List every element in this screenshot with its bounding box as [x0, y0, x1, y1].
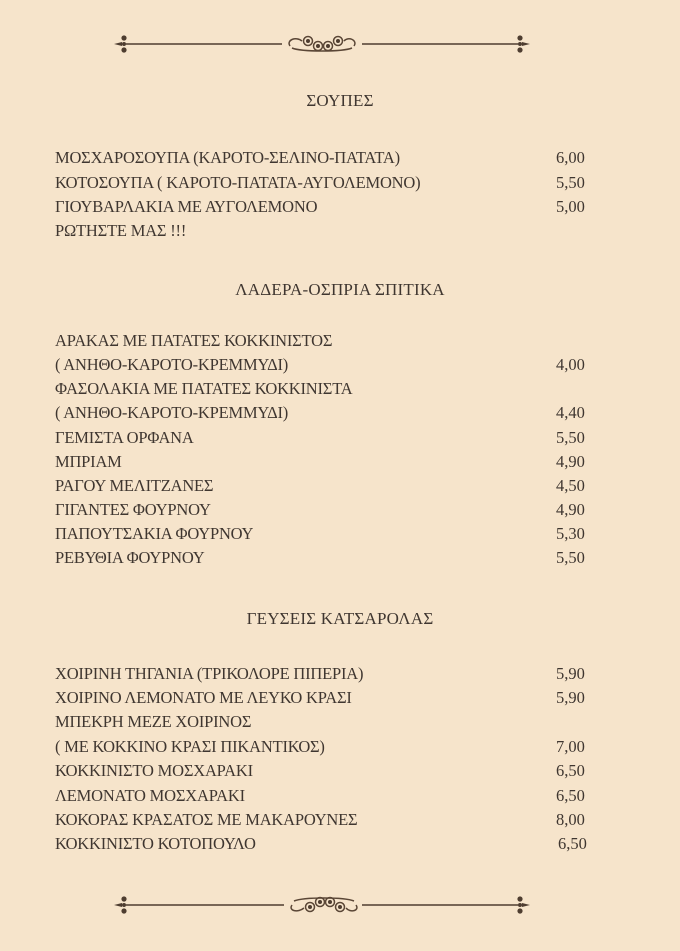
section-title-soups: ΣΟΥΠΕΣ — [306, 91, 374, 110]
menu-item: ΠΑΠΟΥΤΣΑΚΙΑ ΦΟΥΡΝΟΥ — [55, 524, 254, 543]
menu-item-price: 4,40 — [556, 403, 585, 422]
menu-item-price: 4,50 — [556, 476, 585, 495]
ornament-flourish-icon — [112, 893, 532, 917]
menu-item: ΡΑΓΟΥ ΜΕΛΙΤΖΑΝΕΣ — [55, 476, 214, 495]
menu-item-price: 5,50 — [556, 173, 585, 192]
menu-item-price: 5,30 — [556, 524, 585, 543]
menu-item-price: 5,50 — [556, 548, 585, 567]
menu-item-price: 6,00 — [556, 148, 585, 167]
menu-item-detail: ( ΑΝΗΘΟ-ΚΑΡΟΤΟ-ΚΡΕΜΜΥΔΙ) — [55, 355, 289, 374]
menu-item-note: ΡΩΤΗΣΤΕ ΜΑΣ !!! — [55, 221, 187, 240]
menu-item: ΛΕΜΟΝΑΤΟ ΜΟΣΧΑΡΑΚΙ — [55, 786, 245, 805]
menu-item: ΜΠΡΙΑΜ — [55, 452, 122, 471]
menu-item: ΚΟΚΚΙΝΙΣΤΟ ΜΟΣΧΑΡΑΚΙ — [55, 761, 253, 780]
menu-item-price: 5,00 — [556, 197, 585, 216]
menu-item-price: 8,00 — [556, 810, 585, 829]
section-title-ladera: ΛΑΔΕΡΑ-ΟΣΠΡΙΑ ΣΠΙΤΙΚΑ — [235, 280, 445, 299]
menu-item-price: 5,50 — [556, 428, 585, 447]
menu-item: ΓΕΜΙΣΤΑ ΟΡΦΑΝΑ — [55, 428, 194, 447]
menu-item: ΡΕΒΥΘΙΑ ΦΟΥΡΝΟΥ — [55, 548, 205, 567]
menu-item-price: 6,50 — [556, 761, 585, 780]
menu-item-detail: ( ΑΝΗΘΟ-ΚΑΡΟΤΟ-ΚΡΕΜΜΥΔΙ) — [55, 403, 289, 422]
menu-item: ΚΟΤΟΣΟΥΠΑ ( ΚΑΡΟΤΟ-ΠΑΤΑΤΑ-ΑΥΓΟΛΕΜΟΝΟ) — [55, 173, 421, 192]
menu-item-price: 5,90 — [556, 664, 585, 683]
menu-item: ΓΙΟΥΒΑΡΛΑΚΙΑ ΜΕ ΑΥΓΟΛΕΜΟΝΟ — [55, 197, 318, 216]
menu-item-price: 4,90 — [556, 452, 585, 471]
menu-item: ΦΑΣΟΛΑΚΙΑ ΜΕ ΠΑΤΑΤΕΣ ΚΟΚΚΙΝΙΣΤΑ — [55, 379, 353, 398]
menu-item: ΓΙΓΑΝΤΕΣ ΦΟΥΡΝΟΥ — [55, 500, 211, 519]
menu-item: ΜΠΕΚΡΗ ΜΕΖΕ ΧΟΙΡΙΝΟΣ — [55, 712, 252, 731]
top-ornament-divider — [112, 32, 532, 56]
ornament-flourish-icon — [112, 32, 532, 56]
menu-item-price: 4,90 — [556, 500, 585, 519]
menu-item: ΑΡΑΚΑΣ ΜΕ ΠΑΤΑΤΕΣ ΚΟΚΚΙΝΙΣΤΟΣ — [55, 331, 333, 350]
menu-item-detail: ( ΜΕ ΚΟΚΚΙΝΟ ΚΡΑΣΙ ΠΙΚΑΝΤΙΚΟΣ) — [55, 737, 325, 756]
section-title-casserole: ΓΕΥΣΕΙΣ ΚΑΤΣΑΡΟΛΑΣ — [246, 609, 434, 628]
menu-item-price: 6,50 — [556, 786, 585, 805]
menu-item: ΧΟΙΡΙΝΗ ΤΗΓΑΝΙΑ (ΤΡΙΚΟΛΟΡΕ ΠΙΠΕΡΙΑ) — [55, 664, 364, 683]
menu-item: ΜΟΣΧΑΡΟΣΟΥΠΑ (ΚΑΡΟΤΟ-ΣΕΛΙΝΟ-ΠΑΤΑΤΑ) — [55, 148, 400, 167]
menu-item-price: 7,00 — [556, 737, 585, 756]
menu-item: ΧΟΙΡΙΝΟ ΛΕΜΟΝΑΤΟ ΜΕ ΛΕΥΚΟ ΚΡΑΣΙ — [55, 688, 352, 707]
menu-item-price: 6,50 — [558, 834, 587, 853]
menu-item: ΚΟΚΚΙΝΙΣΤΟ ΚΟΤΟΠΟΥΛΟ — [55, 834, 256, 853]
bottom-ornament-divider — [112, 893, 532, 917]
menu-item: ΚΟΚΟΡΑΣ ΚΡΑΣΑΤΟΣ ΜΕ ΜΑΚΑΡΟΥΝΕΣ — [55, 810, 358, 829]
menu-item-price: 5,90 — [556, 688, 585, 707]
menu-item-price: 4,00 — [556, 355, 585, 374]
